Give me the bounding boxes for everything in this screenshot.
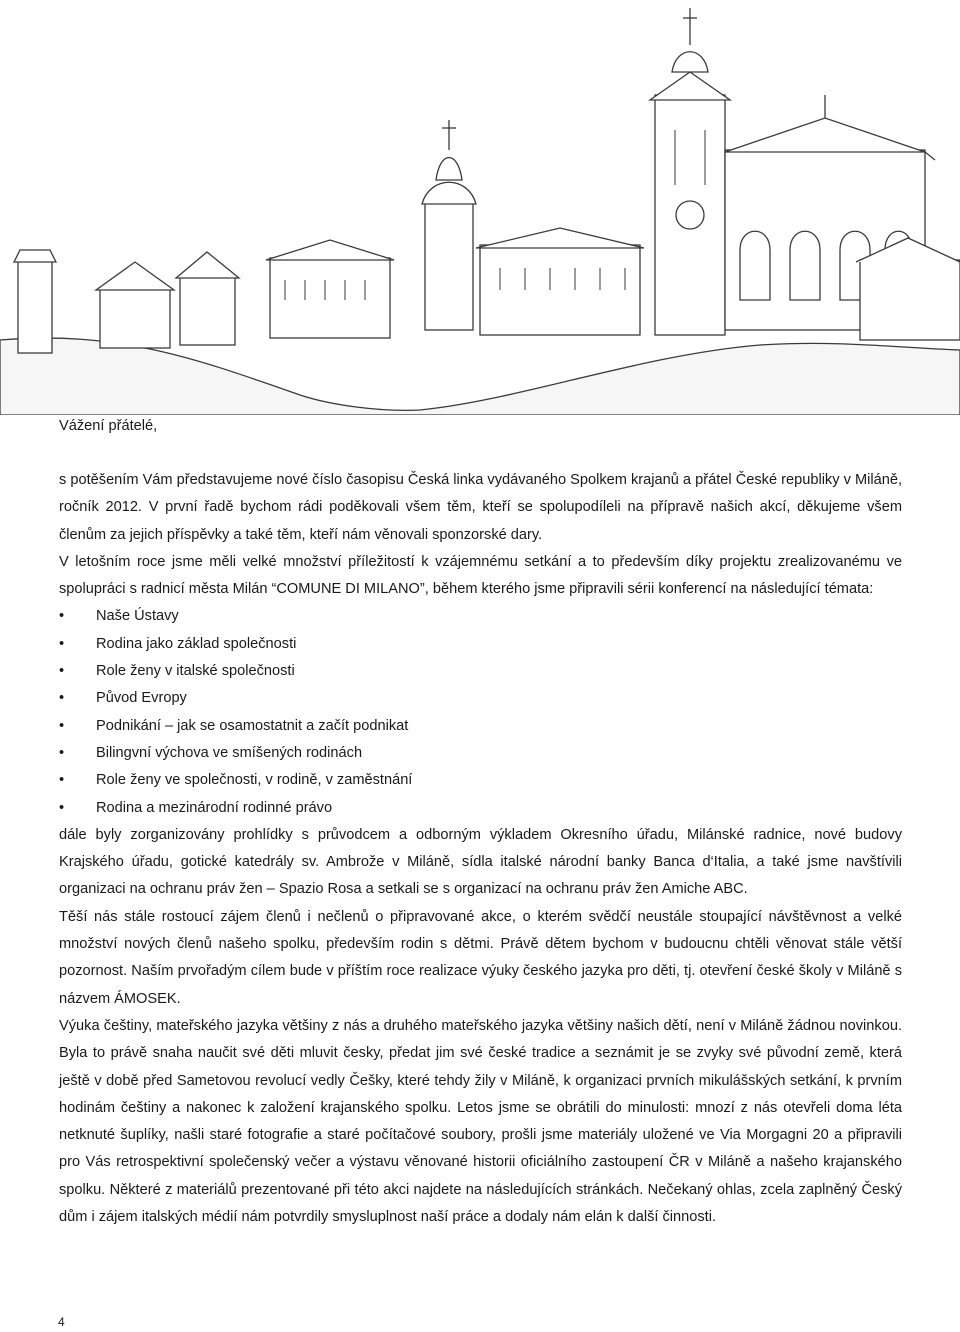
right-houses [860, 260, 960, 340]
bullet: • [59, 717, 65, 734]
bullet: • [59, 663, 65, 680]
left-tower [18, 258, 52, 353]
list-item: • Bilingvní výchova ve smíšených rodinách [59, 740, 902, 767]
history-paragraph: Výuka češtiny, mateřského jazyka většiny z nás a druhého mateřského jazyka většiny našich dětí, není v Miláně žádnou novinkou. Byla to právě snaha naučit své děti mluvit česky, předat jim své české tradice a seznámit je se zvyky své původní země, která ještě v době před Sametovou revolucí vedly Češky, které tehdy žily v Miláně, k organizaci prvních mikulášských setkání, k prvním hodinám češtiny a nakonec k založení krajanského spolku. Letos jsme se obrátili do minulosti: mnozí z nás otevřeli doma léta netknuté šuplíky, našli staré fotografie a staré počítačové soubory, prošli jsme materiály uložené ve Via Morgagni 20 a připravili pro Vás retrospektivní společenský večer a výstavu věnované historii oficiálního zastoupení ČR v Miláně a našeho krajanského spolku. Některé z materiálů prezentované při této akci najdete na následujících stránkách. Nečekaný ohlas, zcela zaplněný Český dům i zájem italských médií nám potvrdily smysluplnost naší práce a dodaly nám elán k další činnosti. [59, 1017, 902, 1226]
page-number: 4 [58, 1315, 65, 1329]
bullet: • [59, 608, 65, 625]
tours-paragraph: dále byly zorganizovány prohlídky s průvodcem a odborným výkladem Okresního úřadu, Milánské radnice, nové budovy Krajského úřadu, gotické katedrály sv. Ambrože v Miláně, sídla italské národní banky Banca d‘Italia, a také jsme navštívili organizaci na ochranu práv žen – Spazio Rosa a setkali se s organizací na ochranu práv žen Amiche ABC. [59, 826, 902, 898]
bullet: • [59, 690, 65, 707]
prague-castle-illustration [0, 0, 960, 415]
list-item: • Role ženy v italské společnosti [59, 658, 902, 685]
bullet: • [59, 772, 65, 789]
list-item: • Původ Evropy [59, 685, 902, 712]
middle-buildings [480, 245, 640, 335]
palace-block [270, 258, 390, 338]
greeting: Vážení přátelé, [59, 418, 158, 434]
list-item: • Naše Ústavy [59, 603, 902, 630]
left-houses [100, 288, 170, 348]
topic-list [59, 603, 902, 821]
bullet: • [59, 635, 65, 652]
projects-paragraph: V letošním roce jsme měli velké množství příležitostí k vzájemnému setkání a to především díky projektu zrealizovanému ve spolupráci s radnicí města Milán “COMUNE DI MILANO”, během kterého jsme připravili sérii konferencí na následující témata: [59, 553, 902, 598]
baroque-tower [425, 200, 473, 330]
list-item: • Podnikání – jak se osamostatnit a začít podnikat [59, 713, 902, 740]
bullet: • [59, 744, 65, 761]
bullet: • [59, 799, 65, 816]
list-item: • Rodina jako základ společnosti [59, 631, 902, 658]
letter-body [59, 413, 902, 1231]
list-item: • Role ženy ve společnosti, v rodině, v zaměstnání [59, 767, 902, 794]
intro-paragraph: s potěšením Vám představujeme nové číslo časopisu Česká linka vydávaného Spolkem krajanů a přátel České republiky v Miláně, ročník 2012. V první řadě bychom rádi poděkovali všem těm, kteří se spolupodíleli na přípravě našich akcí, děkujeme všem členům za jejich příspěvky a také těm, kteří nám věnovali sponzorské dary. [59, 472, 902, 543]
hillside [0, 338, 960, 415]
list-item: • Rodina a mezinárodní rodinné právo [59, 795, 902, 822]
growth-paragraph: Těší nás stále rostoucí zájem členů i nečlenů o připravované akce, o kterém svědčí neustále stoupající návštěvnost a velké množství nových členů našeho spolku, především rodin s dětmi. Právě dětem bychom v budoucnu chtěli věnovat stále větší pozornost. Naším prvořadým cílem bude v příštím roce realizace výuky českého jazyka pro děti, tj. otevření české školy v Miláně s názvem ÁMOSEK. [59, 908, 902, 1007]
